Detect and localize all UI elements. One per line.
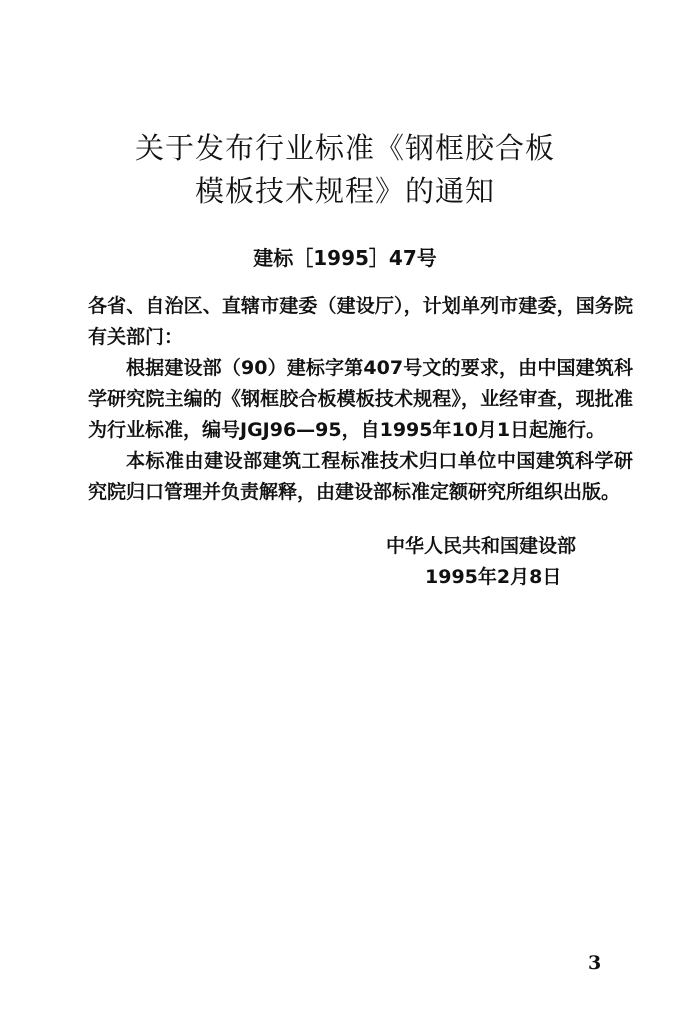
- issuer-signature: 中华人民共和国建设部: [386, 535, 577, 557]
- body-paragraph-1: 根据建设部（90）建标字第407号文的要求，由中国建筑科学研究院主编的《钢框胶合板模板技术规程》，业经审查，现批准为行业标准，编号JGJ96—95，自1995年10月1日起施行。: [88, 357, 633, 441]
- notice-title-line-2: 模板技术规程》的通知: [194, 174, 495, 208]
- body-paragraph-2: 本标准由建设部建筑工程标准技术归口单位中国建筑科学研究院归口管理并负责解释，由建设部标准定额研究所组织出版。: [88, 450, 633, 503]
- document-number: 建标［1995］47号: [253, 246, 437, 270]
- issue-date: 1995年2月8日: [425, 566, 562, 588]
- page-number: 3: [588, 952, 602, 974]
- addressee: 各省、自治区、直辖市建委（建设厅），计划单列市建委，国务院有关部门：: [88, 295, 633, 348]
- notice-title-line-1: 关于发布行业标准《钢框胶合板: [134, 131, 555, 165]
